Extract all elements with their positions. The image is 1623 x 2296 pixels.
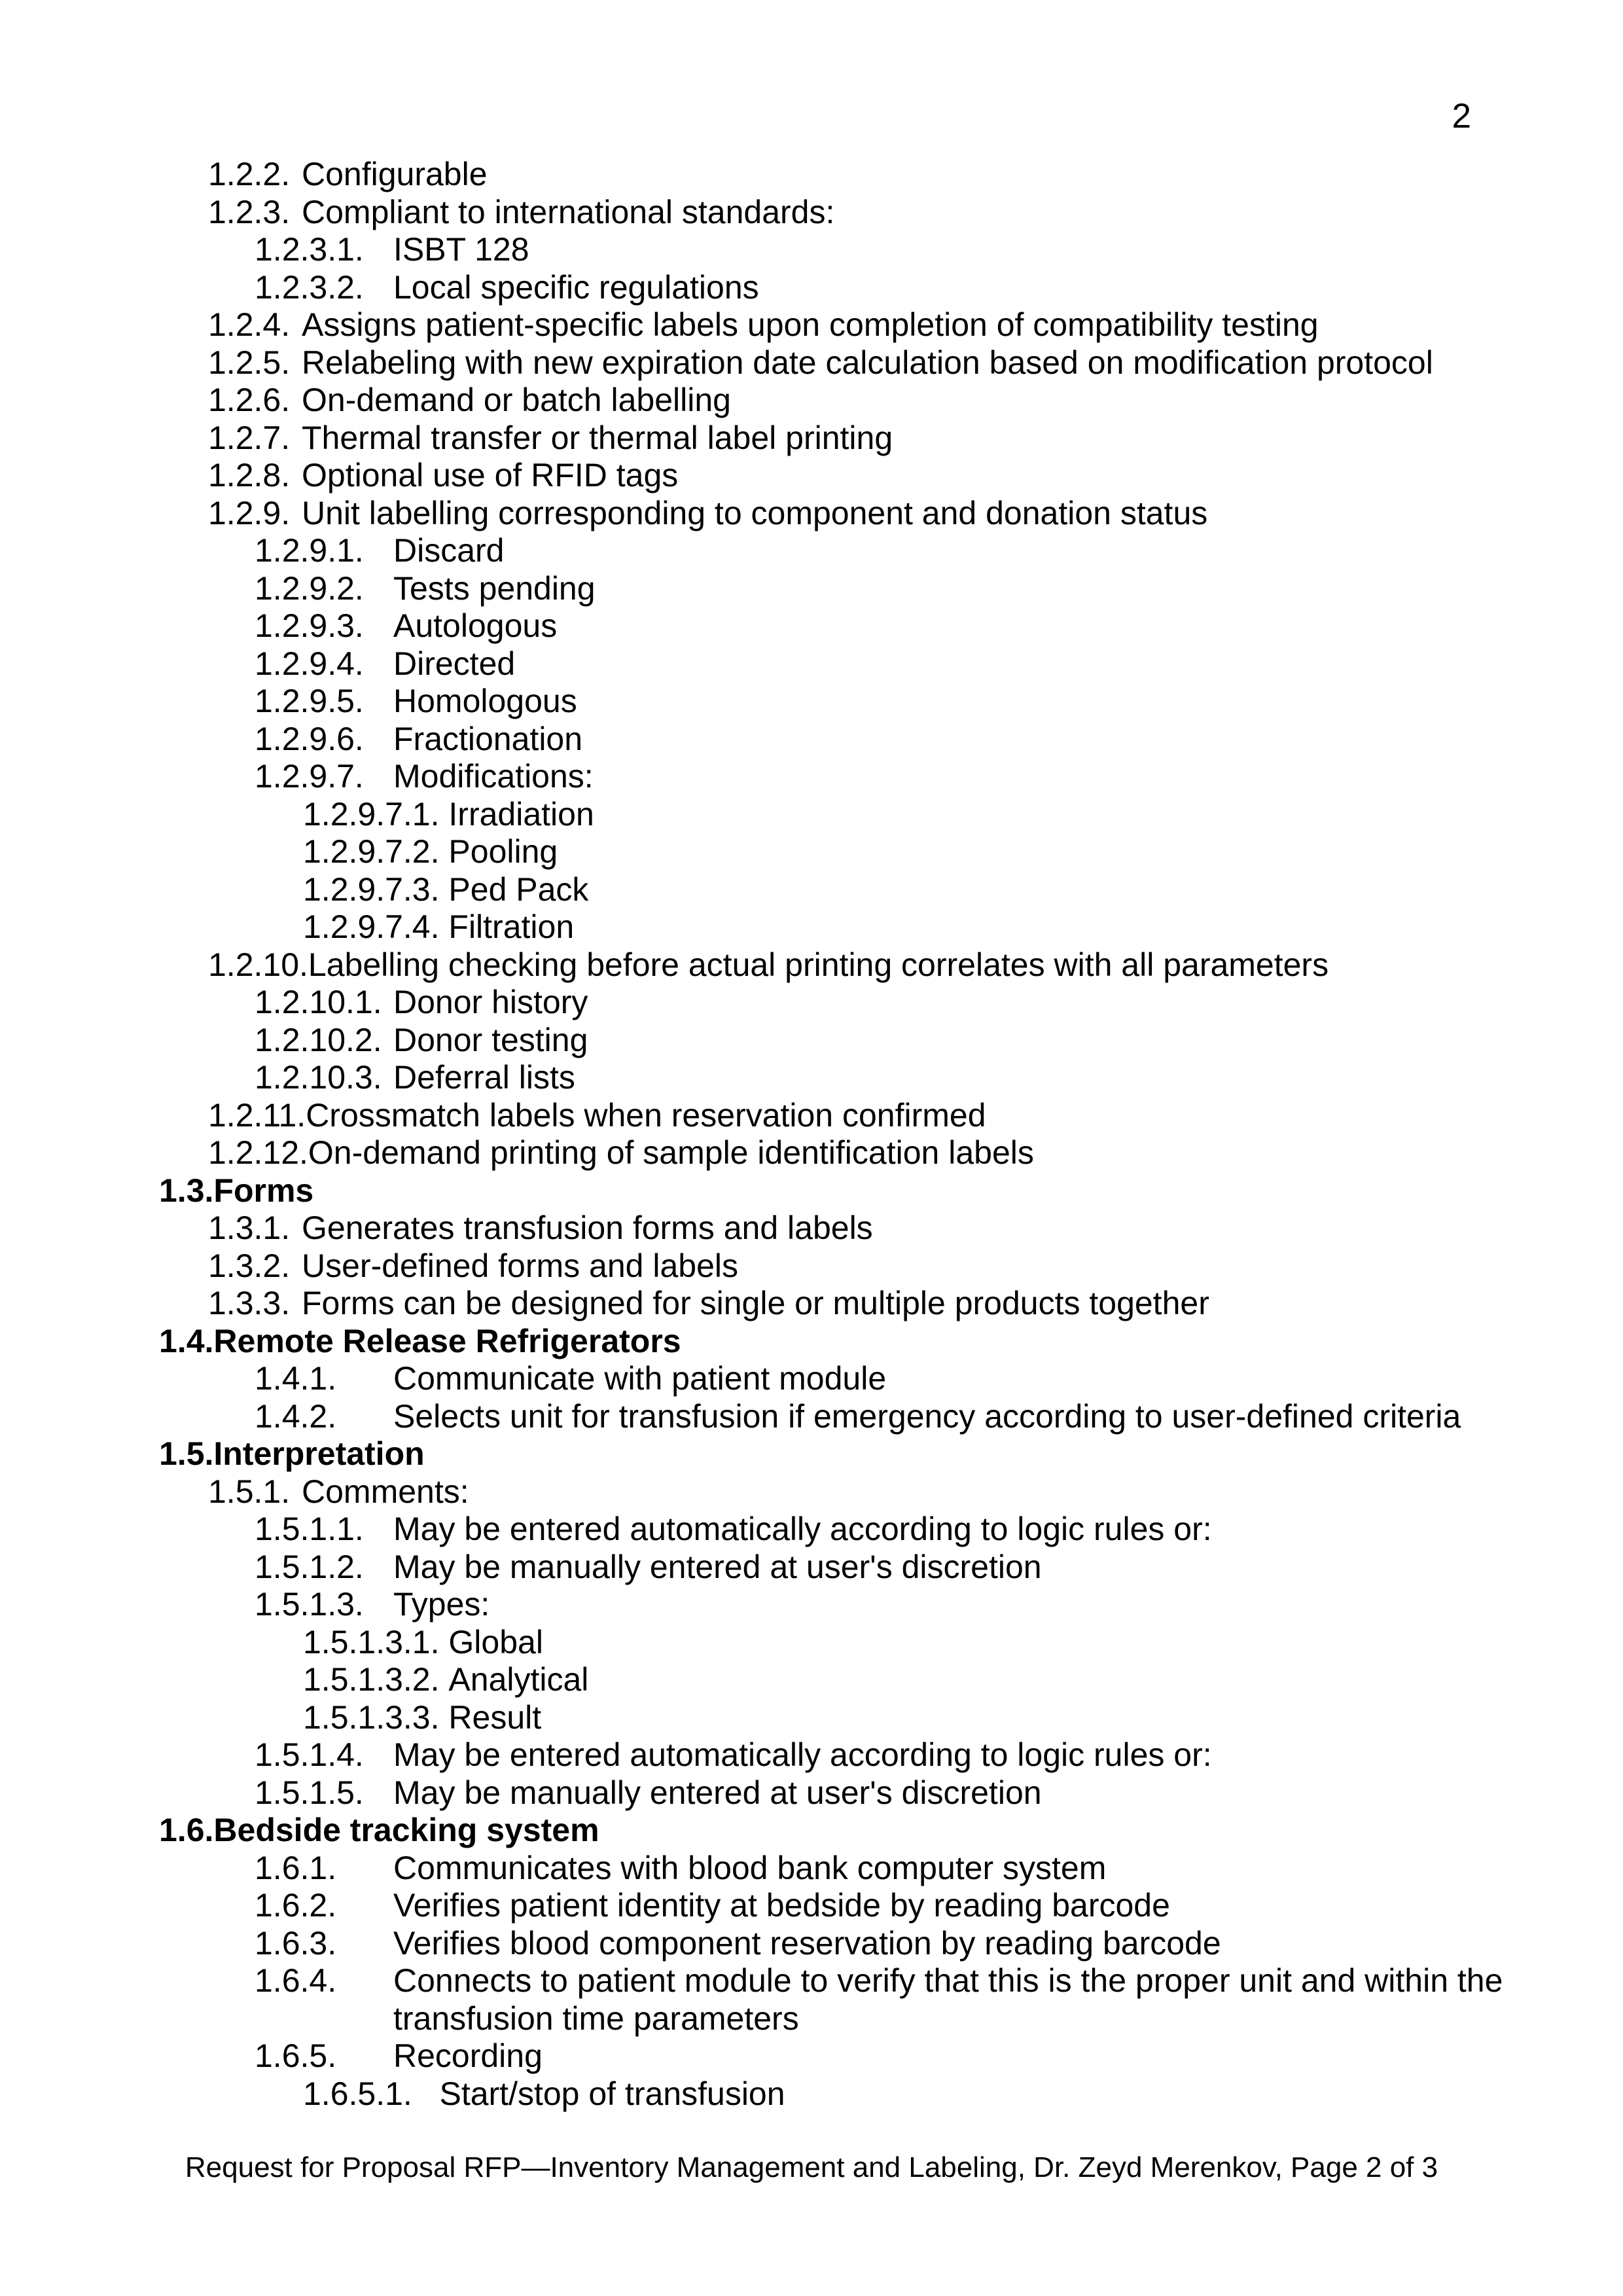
outline-item-number: 1.5.1.1. [255,1511,364,1547]
outline-item-number: 1.5.1.3.2. [303,1661,440,1698]
outline-item-number: 1.6.4. [255,1962,337,1999]
page-footer: Request for Proposal RFP—Inventory Management and Labeling, Dr. Zeyd Merenkov, Page 2 of 3 [185,2151,1438,2183]
outline-item [0,1323,1623,1361]
outline-item-text: Filtration [439,908,575,945]
outline-item-text: Verifies patient identity at bedside by reading barcode [393,1887,1170,1924]
outline-item [0,946,1623,984]
outline-item [0,1398,1623,1436]
outline-item [0,607,1623,645]
outline-item-number: 1.6.2. [255,1887,337,1924]
outline-item-text: Analytical [439,1661,589,1698]
outline-item-text: Configurable [302,156,488,192]
outline-item-text: Remote Release Refrigerators [213,1322,681,1359]
outline-item-text: May be entered automatically according to logic rules or: [393,1736,1212,1773]
outline-item-number: 1.5.1.5. [255,1774,364,1811]
outline-item-text: On-demand printing of sample identification labels [308,1134,1034,1171]
outline-item [0,1059,1623,1097]
outline-item [0,1812,1623,1850]
outline-item [0,1736,1623,1774]
outline-item-number: 1.2.3. [208,193,291,230]
outline-item [0,495,1623,533]
outline-item [0,1549,1623,1587]
outline-item-text: Ped Pack [439,870,589,908]
outline-item-number: 1.5.1.3.3. [303,1698,440,1736]
outline-item [0,1097,1623,1135]
outline-item [0,1172,1623,1210]
outline-item-number: 1.5.1.3.1. [303,1623,440,1660]
outline-item-number: 1.3. [159,1172,214,1209]
outline-item [0,570,1623,608]
outline-item-text: User-defined forms and labels [302,1247,738,1284]
outline-item-text: Forms [213,1172,314,1209]
outline-item [0,1962,1623,2037]
outline-item [0,683,1623,721]
outline-item-number: 1.6.1. [255,1849,337,1886]
outline-item-text: Communicates with blood bank computer system [393,1849,1107,1886]
outline-item-number: 1.2.10.3. [255,1059,382,1096]
outline-item [0,1586,1623,1624]
outline-item-text: Global [439,1623,543,1660]
outline-item-text: Assigns patient-specific labels upon completion of compatibility testing [302,306,1319,343]
outline-item [0,871,1623,909]
outline-item [0,344,1623,382]
outline-item [0,1624,1623,1662]
outline-item-text: Modifications: [393,758,594,795]
outline-item-number: 1.2.9.6. [255,720,364,757]
outline-item-number: 1.5.1.2. [255,1548,364,1585]
outline-item [0,382,1623,420]
outline-item-number: 1.6.5. [255,2037,337,2074]
outline-item-text: Irradiation [439,795,594,833]
outline-item-text: Autologous [393,607,558,644]
outline-item [0,269,1623,307]
outline-item [0,1699,1623,1737]
outline-item-number: 1.2.10.2. [255,1021,382,1058]
outline-item-number: 1.5.1. [208,1473,291,1510]
outline-item-text: Local specific regulations [393,268,759,306]
outline-item-number: 1.5.1.3. [255,1586,364,1623]
outline-item-text: May be manually entered at user's discretion [393,1548,1042,1585]
outline-item-text: On-demand or batch labelling [302,382,731,418]
outline-list [0,156,1623,2113]
outline-item-text: Pooling [439,833,558,870]
outline-item [0,908,1623,946]
outline-item-number: 1.2.9.7.4. [303,908,440,945]
outline-item-number: 1.2.9.5. [255,683,364,719]
outline-item-text: Interpretation [213,1435,425,1472]
outline-item-number: 1.2.9.7.1. [303,795,440,833]
page-number: 2 [1452,97,1471,135]
outline-item-number: 1.2.10. [208,946,308,983]
outline-item-number: 1.2.7. [208,419,291,456]
outline-item-text: Thermal transfer or thermal label printing [302,419,893,456]
outline-item-number: 1.4.2. [255,1397,337,1435]
outline-item-text: Recording [393,2037,543,2074]
outline-item-number: 1.4. [159,1322,214,1359]
outline-item [0,2037,1623,2075]
outline-item-text: Relabeling with new expiration date calculation based on modification protocol [302,344,1433,381]
outline-item [0,231,1623,269]
outline-item-text: Forms can be designed for single or multiple products together [302,1285,1209,1321]
outline-item-text: Discard [393,532,505,569]
outline-item-number: 1.2.10.1. [255,984,382,1020]
outline-item-number: 1.2.9.7. [255,758,364,795]
outline-item [0,194,1623,232]
outline-item [0,1473,1623,1511]
outline-item-text: Deferral lists [393,1059,575,1096]
outline-item [0,156,1623,194]
outline-item [0,1134,1623,1172]
outline-item [0,1210,1623,1247]
outline-item [0,1435,1623,1473]
outline-item-number: 1.6. [159,1812,214,1848]
outline-item [0,1850,1623,1888]
outline-item-number: 1.2.3.2. [255,268,364,306]
outline-item-text: Connects to patient module to verify that this is the proper unit and within the transfusion time parameters [393,1962,1512,2037]
outline-item [0,420,1623,457]
outline-item-text: Bedside tracking system [213,1812,599,1848]
outline-item-text: Start/stop of transfusion [412,2075,785,2112]
outline-item [0,1247,1623,1285]
outline-item [0,1774,1623,1812]
outline-item [0,2075,1623,2113]
outline-item [0,1285,1623,1323]
outline-item-number: 1.2.9.1. [255,532,364,569]
outline-item-text: ISBT 128 [393,231,529,268]
outline-item [0,1360,1623,1398]
outline-item-text: Fractionation [393,720,583,757]
outline-item [0,796,1623,834]
outline-item [0,758,1623,796]
outline-item-number: 1.2.9.7.2. [303,833,440,870]
outline-item-number: 1.2.9.7.3. [303,870,440,908]
outline-item-number: 1.5.1.4. [255,1736,364,1773]
outline-item-text: Unit labelling corresponding to component and donation status [302,494,1208,531]
outline-item-number: 1.2.3.1. [255,231,364,268]
outline-item-number: 1.2.11. [208,1096,306,1134]
outline-item-number: 1.6.5.1. [303,2075,412,2112]
outline-item-text: May be manually entered at user's discretion [393,1774,1042,1811]
outline-item-number: 1.2.6. [208,382,291,418]
outline-item-number: 1.6.3. [255,1924,337,1962]
outline-item-text: Donor history [393,984,588,1020]
outline-item [0,1661,1623,1699]
outline-item [0,1022,1623,1060]
outline-item [0,1925,1623,1963]
outline-item-text: Crossmatch labels when reservation confirmed [306,1096,986,1134]
outline-item-text: Compliant to international standards: [302,193,835,230]
outline-item [0,1511,1623,1549]
outline-item-text: Selects unit for transfusion if emergency according to user-defined criteria [393,1397,1461,1435]
outline-item-text: Donor testing [393,1021,588,1058]
outline-item-number: 1.2.12. [208,1134,308,1171]
outline-item-text: Types: [393,1586,490,1623]
outline-item-number: 1.4.1. [255,1360,337,1397]
outline-item-text: Homologous [393,683,577,719]
outline-item [0,645,1623,683]
outline-item [0,457,1623,495]
outline-item-text: Tests pending [393,569,596,607]
outline-item-number: 1.3.2. [208,1247,291,1284]
outline-item-text: May be entered automatically according to logic rules or: [393,1511,1212,1547]
outline-item [0,984,1623,1022]
outline-item-text: Verifies blood component reservation by reading barcode [393,1924,1221,1962]
outline-item-text: Labelling checking before actual printing correlates with all parameters [308,946,1329,983]
outline-item-text: Directed [393,645,516,682]
outline-item [0,306,1623,344]
outline-item [0,532,1623,570]
outline-item-number: 1.2.9.4. [255,645,364,682]
outline-item-text: Optional use of RFID tags [302,457,679,493]
outline-item-number: 1.2.8. [208,457,291,493]
outline-item-text: Comments: [302,1473,469,1510]
outline-item-number: 1.3.3. [208,1285,291,1321]
outline-item-number: 1.2.4. [208,306,291,343]
outline-item [0,721,1623,759]
outline-item-number: 1.2.9.3. [255,607,364,644]
outline-item-text: Generates transfusion forms and labels [302,1210,873,1246]
outline-item-number: 1.2.9. [208,494,291,531]
outline-item-number: 1.2.9.2. [255,569,364,607]
outline-item-number: 1.2.2. [208,156,291,192]
outline-item-number: 1.5. [159,1435,214,1472]
outline-item-text: Communicate with patient module [393,1360,887,1397]
outline-item-number: 1.3.1. [208,1210,291,1246]
outline-item [0,833,1623,871]
outline-item-number: 1.2.5. [208,344,291,381]
outline-item [0,1887,1623,1925]
outline-item-text: Result [439,1698,542,1736]
